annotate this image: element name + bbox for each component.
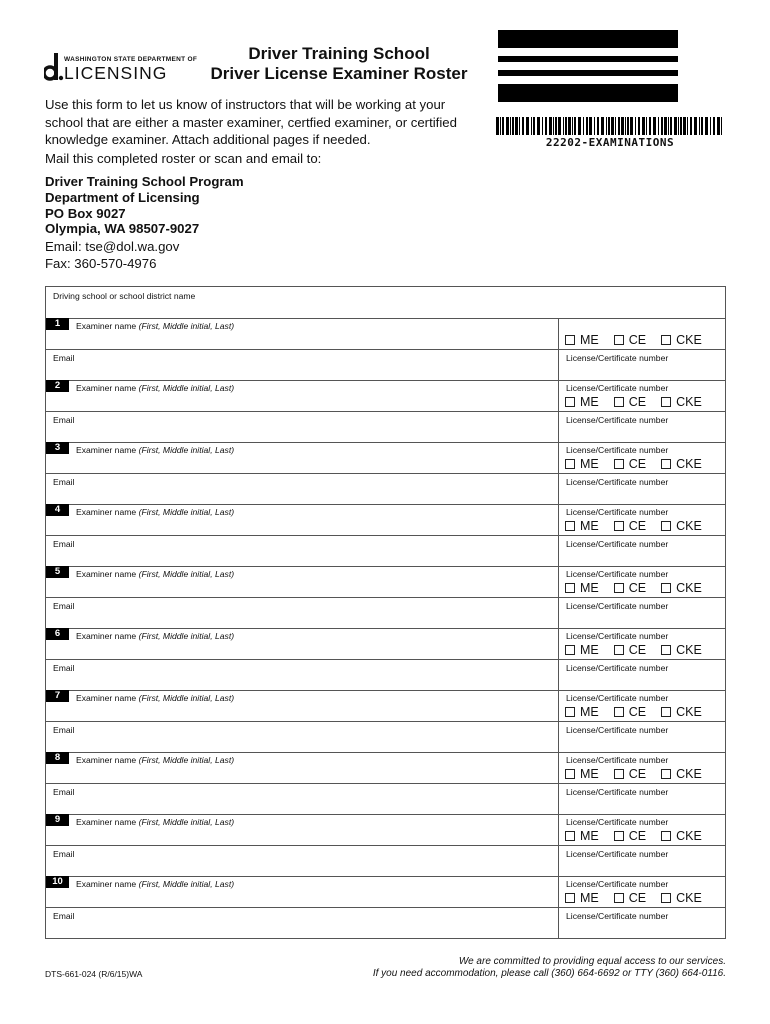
- examiner-name-label: Examiner name: [76, 445, 137, 455]
- option-me-checkbox[interactable]: [565, 643, 599, 657]
- certification-options: [565, 519, 717, 533]
- barcode-bar: [555, 117, 557, 135]
- row-divider: [46, 907, 725, 908]
- barcode-bar: [658, 117, 659, 135]
- certification-options: [565, 643, 717, 657]
- option-label: CE: [628, 333, 647, 347]
- checkbox-icon[interactable]: [661, 893, 671, 903]
- option-me-checkbox[interactable]: [565, 581, 599, 595]
- option-me-checkbox[interactable]: [565, 767, 599, 781]
- option-ce-checkbox[interactable]: [614, 829, 646, 843]
- address-line: Olympia, WA 98507-9027: [45, 221, 200, 237]
- checkbox-icon[interactable]: [614, 645, 624, 655]
- license-number-field[interactable]: License/Certificate number: [566, 725, 669, 735]
- option-ce-checkbox[interactable]: [614, 891, 646, 905]
- column-divider: [558, 504, 559, 566]
- checkbox-icon[interactable]: [614, 335, 624, 345]
- email-field[interactable]: Email: [53, 477, 75, 487]
- checkbox-icon[interactable]: [565, 459, 575, 469]
- option-label: CE: [628, 457, 647, 471]
- examiner-name-hint: (First, Middle initial, Last): [138, 321, 235, 331]
- license-number-label: License/Certificate number: [566, 445, 669, 455]
- examiner-name-hint: (First, Middle initial, Last): [138, 879, 235, 889]
- barcode-bar: [558, 117, 561, 135]
- barcode-bar: [597, 117, 599, 135]
- option-cke-checkbox[interactable]: [661, 891, 702, 905]
- certification-options: [565, 457, 717, 471]
- certification-options: [565, 891, 717, 905]
- checkbox-icon[interactable]: [565, 769, 575, 779]
- option-ce-checkbox[interactable]: [614, 457, 646, 471]
- form-code: DTS-661-024 (R/6/15)WA: [45, 969, 143, 979]
- option-me-checkbox[interactable]: [565, 829, 599, 843]
- license-number-field[interactable]: License/Certificate number: [566, 787, 669, 797]
- column-divider: [558, 814, 559, 876]
- option-me-checkbox[interactable]: [565, 891, 599, 905]
- examiner-name-label: Examiner name: [76, 693, 137, 703]
- barcode-bar: [496, 117, 499, 135]
- barcode-bar: [574, 117, 576, 135]
- barcode-bar: [563, 117, 564, 135]
- barcode-bar: [533, 117, 535, 135]
- row-number: 8: [46, 752, 69, 764]
- row-divider: [46, 504, 725, 505]
- email-field[interactable]: Email: [53, 601, 75, 611]
- barcode-bar: [664, 117, 667, 135]
- option-label: CKE: [676, 891, 702, 905]
- row-divider: [46, 473, 725, 474]
- option-cke-checkbox[interactable]: [661, 333, 702, 347]
- checkbox-icon[interactable]: [614, 769, 624, 779]
- checkbox-icon[interactable]: [614, 583, 624, 593]
- license-number-field[interactable]: License/Certificate number: [566, 353, 669, 363]
- option-label: CKE: [676, 395, 702, 409]
- option-cke-checkbox[interactable]: [661, 395, 702, 409]
- option-ce-checkbox[interactable]: [614, 643, 646, 657]
- barcode-bar: [635, 117, 636, 135]
- row-number: 9: [46, 814, 69, 826]
- row-number: 7: [46, 690, 69, 702]
- address-line: Department of Licensing: [45, 189, 200, 205]
- examiner-name-label: Examiner name: [76, 879, 137, 889]
- option-me-checkbox[interactable]: [565, 705, 599, 719]
- option-label: CKE: [676, 829, 702, 843]
- option-label: CE: [628, 519, 647, 533]
- row-divider: [46, 721, 725, 722]
- barcode-bar: [568, 117, 571, 135]
- examiner-name-field[interactable]: [76, 445, 234, 455]
- row-divider: [46, 659, 725, 660]
- option-ce-checkbox[interactable]: [614, 767, 646, 781]
- email-field[interactable]: Email: [53, 415, 75, 425]
- barcode-bar: [537, 117, 540, 135]
- address-line: Driver Training School Program: [45, 174, 244, 189]
- license-number-label: License/Certificate number: [566, 569, 669, 579]
- roster-form: [45, 286, 726, 939]
- barcode-bar: [687, 117, 688, 135]
- option-label: ME: [580, 829, 599, 843]
- certification-options: [565, 829, 717, 843]
- barcode-bar: [553, 117, 554, 135]
- email-field[interactable]: Email: [53, 787, 75, 797]
- column-divider: [558, 690, 559, 752]
- form-title-line1: Driver Training School: [248, 44, 430, 63]
- license-number-field[interactable]: License/Certificate number: [566, 477, 669, 487]
- option-label: ME: [580, 581, 599, 595]
- checkbox-icon[interactable]: [661, 459, 671, 469]
- row-number: 1: [46, 318, 69, 330]
- row-number: 6: [46, 628, 69, 640]
- dol-logo: [44, 50, 198, 84]
- row-number: 4: [46, 504, 69, 516]
- examiner-name-hint: (First, Middle initial, Last): [138, 755, 235, 765]
- license-number-label: License/Certificate number: [566, 817, 669, 827]
- checkbox-icon[interactable]: [565, 521, 575, 531]
- accessibility-note-line1: We are committed to providing equal access to our services.: [458, 956, 726, 967]
- barcode-bar: [512, 117, 514, 135]
- option-cke-checkbox[interactable]: [661, 457, 702, 471]
- row-divider: [46, 318, 725, 319]
- barcode-bar: [694, 117, 697, 135]
- examiner-name-hint: (First, Middle initial, Last): [138, 569, 235, 579]
- barcode-bar: [638, 117, 640, 135]
- checkbox-icon[interactable]: [614, 459, 624, 469]
- row-divider: [46, 845, 725, 846]
- header-bar: [498, 70, 678, 76]
- examiner-name-field[interactable]: [76, 879, 234, 889]
- barcode-bar: [649, 117, 651, 135]
- barcode-bar: [618, 117, 620, 135]
- row-divider: [46, 411, 725, 412]
- column-divider: [558, 752, 559, 814]
- column-divider: [558, 442, 559, 504]
- barcode-bar: [572, 117, 573, 135]
- option-cke-checkbox[interactable]: [661, 581, 702, 595]
- option-label: CE: [628, 891, 647, 905]
- address-line: PO Box 9027: [45, 205, 126, 221]
- option-me-checkbox[interactable]: [565, 333, 599, 347]
- option-label: ME: [580, 643, 599, 657]
- license-number-label: License/Certificate number: [566, 507, 669, 517]
- examiner-name-label: Examiner name: [76, 383, 137, 393]
- contact-fax: Fax: 360-570-4976: [45, 256, 157, 271]
- mailing-address: [45, 174, 244, 237]
- barcode-bar: [589, 117, 592, 135]
- barcode-bar: [519, 117, 520, 135]
- option-ce-checkbox[interactable]: [614, 519, 646, 533]
- contact-info: [45, 238, 179, 272]
- row-divider: [46, 876, 725, 877]
- option-label: CE: [628, 767, 647, 781]
- option-me-checkbox[interactable]: [565, 519, 599, 533]
- header-bar: [498, 56, 678, 62]
- license-number-field[interactable]: License/Certificate number: [566, 601, 669, 611]
- license-number-label: License/Certificate number: [566, 631, 669, 641]
- barcode-bar: [713, 117, 715, 135]
- checkbox-icon[interactable]: [614, 521, 624, 531]
- option-label: CE: [628, 705, 647, 719]
- examiner-name-field[interactable]: [76, 693, 234, 703]
- barcode-bar: [608, 117, 610, 135]
- barcode-bar: [526, 117, 529, 135]
- mail-instructions: Mail this completed roster or scan and email to:: [45, 151, 322, 166]
- examiner-name-hint: (First, Middle initial, Last): [138, 631, 235, 641]
- barcode-bar: [615, 117, 616, 135]
- examiner-name-field[interactable]: [76, 569, 234, 579]
- column-divider: [558, 628, 559, 690]
- email-field[interactable]: Email: [53, 353, 75, 363]
- row-number: 3: [46, 442, 69, 454]
- barcode-bar: [601, 117, 604, 135]
- row-number: 10: [46, 876, 69, 888]
- checkbox-icon[interactable]: [661, 583, 671, 593]
- examiner-name-hint: (First, Middle initial, Last): [138, 817, 235, 827]
- barcode-bar: [515, 117, 518, 135]
- barcode-bar: [705, 117, 708, 135]
- examiner-name-hint: (First, Middle initial, Last): [138, 383, 235, 393]
- barcode-bar: [611, 117, 614, 135]
- barcode-bar: [586, 117, 588, 135]
- option-label: CKE: [676, 767, 702, 781]
- option-label: CKE: [676, 457, 702, 471]
- license-number-label: License/Certificate number: [566, 755, 669, 765]
- option-label: CKE: [676, 519, 702, 533]
- license-number-label: License/Certificate number: [566, 879, 669, 889]
- row-divider: [46, 380, 725, 381]
- option-label: ME: [580, 705, 599, 719]
- school-name-field[interactable]: Driving school or school district name: [53, 291, 196, 301]
- agency-name-small: WASHINGTON STATE DEPARTMENT OF: [64, 56, 198, 63]
- examiner-name-label: Examiner name: [76, 507, 137, 517]
- contact-email: Email: tse@dol.wa.gov: [45, 239, 180, 254]
- option-cke-checkbox[interactable]: [661, 643, 702, 657]
- intro-paragraph: Use this form to let us know of instructors that will be working at your school that are either a master examiner, certfied examiner, or certified knowledge examiner. Attach additional pages if needed.: [45, 97, 457, 147]
- barcode-bar: [522, 117, 524, 135]
- row-divider: [46, 597, 725, 598]
- accessibility-note: [330, 956, 726, 980]
- certification-options: [565, 767, 717, 781]
- certification-options: [565, 395, 717, 409]
- option-ce-checkbox[interactable]: [614, 705, 646, 719]
- option-cke-checkbox[interactable]: [661, 519, 702, 533]
- barcode-bar: [646, 117, 647, 135]
- barcode-bar: [510, 117, 511, 135]
- row-divider: [46, 442, 725, 443]
- barcode-text: 22202-EXAMINATIONS: [545, 136, 675, 149]
- barcode-bar: [678, 117, 679, 135]
- option-label: CE: [628, 829, 647, 843]
- barcode-bar: [710, 117, 711, 135]
- examiner-name-hint: (First, Middle initial, Last): [138, 445, 235, 455]
- examiner-name-hint: (First, Middle initial, Last): [138, 507, 235, 517]
- header-bar: [498, 84, 678, 102]
- email-field[interactable]: Email: [53, 539, 75, 549]
- checkbox-icon[interactable]: [614, 707, 624, 717]
- checkbox-icon[interactable]: [661, 645, 671, 655]
- email-field[interactable]: Email: [53, 663, 75, 673]
- checkbox-icon[interactable]: [661, 707, 671, 717]
- option-label: CE: [628, 643, 647, 657]
- row-number: 5: [46, 566, 69, 578]
- license-number-field[interactable]: License/Certificate number: [566, 415, 669, 425]
- option-label: CKE: [676, 643, 702, 657]
- email-field[interactable]: Email: [53, 849, 75, 859]
- barcode-bar: [565, 117, 567, 135]
- certification-options: [565, 333, 717, 347]
- examiner-name-field[interactable]: [76, 383, 234, 393]
- column-divider: [558, 318, 559, 380]
- barcode-bar: [621, 117, 624, 135]
- option-ce-checkbox[interactable]: [614, 581, 646, 595]
- option-label: CKE: [676, 705, 702, 719]
- row-divider: [46, 349, 725, 350]
- option-me-checkbox[interactable]: [565, 395, 599, 409]
- examiner-name-label: Examiner name: [76, 569, 137, 579]
- option-label: ME: [580, 457, 599, 471]
- option-cke-checkbox[interactable]: [661, 767, 702, 781]
- barcode-bar: [721, 117, 722, 135]
- checkbox-icon[interactable]: [661, 521, 671, 531]
- examiner-name-field[interactable]: [76, 321, 234, 331]
- option-me-checkbox[interactable]: [565, 457, 599, 471]
- row-divider: [46, 752, 725, 753]
- row-divider: [46, 535, 725, 536]
- checkbox-icon[interactable]: [614, 831, 624, 841]
- examiner-name-field[interactable]: [76, 631, 234, 641]
- barcode-bar: [542, 117, 543, 135]
- license-number-label: License/Certificate number: [566, 383, 669, 393]
- row-divider: [46, 566, 725, 567]
- form-title-line2: Driver License Examiner Roster: [210, 64, 468, 83]
- email-field[interactable]: Email: [53, 911, 75, 921]
- checkbox-icon[interactable]: [565, 397, 575, 407]
- barcode-bar: [683, 117, 686, 135]
- dol-logo-mark: [44, 50, 64, 84]
- barcode-bar: [545, 117, 547, 135]
- examiner-name-label: Examiner name: [76, 631, 137, 641]
- option-label: CKE: [676, 333, 702, 347]
- checkbox-icon[interactable]: [565, 707, 575, 717]
- row-divider: [46, 814, 725, 815]
- checkbox-icon[interactable]: [565, 645, 575, 655]
- certification-options: [565, 581, 717, 595]
- barcode-bar: [642, 117, 645, 135]
- license-number-label: License/Certificate number: [566, 693, 669, 703]
- accessibility-note-line2: If you need accommodation, please call (360) 664-6692 or TTY (360) 664-0116.: [372, 968, 726, 979]
- email-field[interactable]: Email: [53, 725, 75, 735]
- barcode-bar: [717, 117, 720, 135]
- column-divider: [558, 876, 559, 938]
- checkbox-icon[interactable]: [661, 397, 671, 407]
- row-number: 2: [46, 380, 69, 392]
- barcode-bar: [502, 117, 504, 135]
- barcode-bar: [549, 117, 552, 135]
- option-label: CE: [628, 395, 647, 409]
- barcode-bar: [690, 117, 692, 135]
- option-label: ME: [580, 891, 599, 905]
- barcode-bar: [674, 117, 677, 135]
- checkbox-icon[interactable]: [661, 335, 671, 345]
- license-number-field[interactable]: License/Certificate number: [566, 539, 669, 549]
- license-number-field[interactable]: License/Certificate number: [566, 911, 669, 921]
- option-label: ME: [580, 767, 599, 781]
- barcode-bar: [630, 117, 633, 135]
- barcode-bar: [699, 117, 700, 135]
- checkbox-icon[interactable]: [565, 893, 575, 903]
- barcode-bar: [606, 117, 607, 135]
- column-divider: [558, 566, 559, 628]
- barcode-bar: [578, 117, 581, 135]
- certification-options: [565, 705, 717, 719]
- checkbox-icon[interactable]: [614, 893, 624, 903]
- checkbox-icon[interactable]: [661, 769, 671, 779]
- examiner-name-field[interactable]: [76, 755, 234, 765]
- barcode-bar: [531, 117, 532, 135]
- barcode-bar: [701, 117, 703, 135]
- option-label: ME: [580, 395, 599, 409]
- barcode-bar: [583, 117, 584, 135]
- license-number-field[interactable]: License/Certificate number: [566, 849, 669, 859]
- row-divider: [46, 690, 725, 691]
- option-label: ME: [580, 333, 599, 347]
- examiner-name-label: Examiner name: [76, 755, 137, 765]
- agency-name-big: LICENSING: [64, 63, 168, 83]
- examiner-name-label: Examiner name: [76, 817, 137, 827]
- option-label: CKE: [676, 581, 702, 595]
- option-label: ME: [580, 519, 599, 533]
- barcode-bar: [627, 117, 629, 135]
- barcode-bar: [500, 117, 501, 135]
- examiner-name-field[interactable]: [76, 817, 234, 827]
- examiner-name-label: Examiner name: [76, 321, 137, 331]
- option-cke-checkbox[interactable]: [661, 705, 702, 719]
- option-cke-checkbox[interactable]: [661, 829, 702, 843]
- barcode-bar: [668, 117, 669, 135]
- checkbox-icon[interactable]: [565, 583, 575, 593]
- option-ce-checkbox[interactable]: [614, 333, 646, 347]
- barcode: [496, 117, 724, 135]
- row-divider: [46, 628, 725, 629]
- checkbox-icon[interactable]: [565, 831, 575, 841]
- barcode-bar: [680, 117, 682, 135]
- header-bar: [498, 30, 678, 48]
- license-number-field[interactable]: License/Certificate number: [566, 663, 669, 673]
- option-ce-checkbox[interactable]: [614, 395, 646, 409]
- column-divider: [558, 380, 559, 442]
- row-divider: [46, 783, 725, 784]
- barcode-bar: [670, 117, 672, 135]
- examiner-name-field[interactable]: [76, 507, 234, 517]
- option-label: CE: [628, 581, 647, 595]
- checkbox-icon[interactable]: [565, 335, 575, 345]
- barcode-bar: [625, 117, 626, 135]
- barcode-bar: [661, 117, 663, 135]
- checkbox-icon[interactable]: [614, 397, 624, 407]
- barcode-bar: [506, 117, 509, 135]
- checkbox-icon[interactable]: [661, 831, 671, 841]
- barcode-bar: [653, 117, 656, 135]
- barcode-bar: [594, 117, 595, 135]
- examiner-name-hint: (First, Middle initial, Last): [138, 693, 235, 703]
